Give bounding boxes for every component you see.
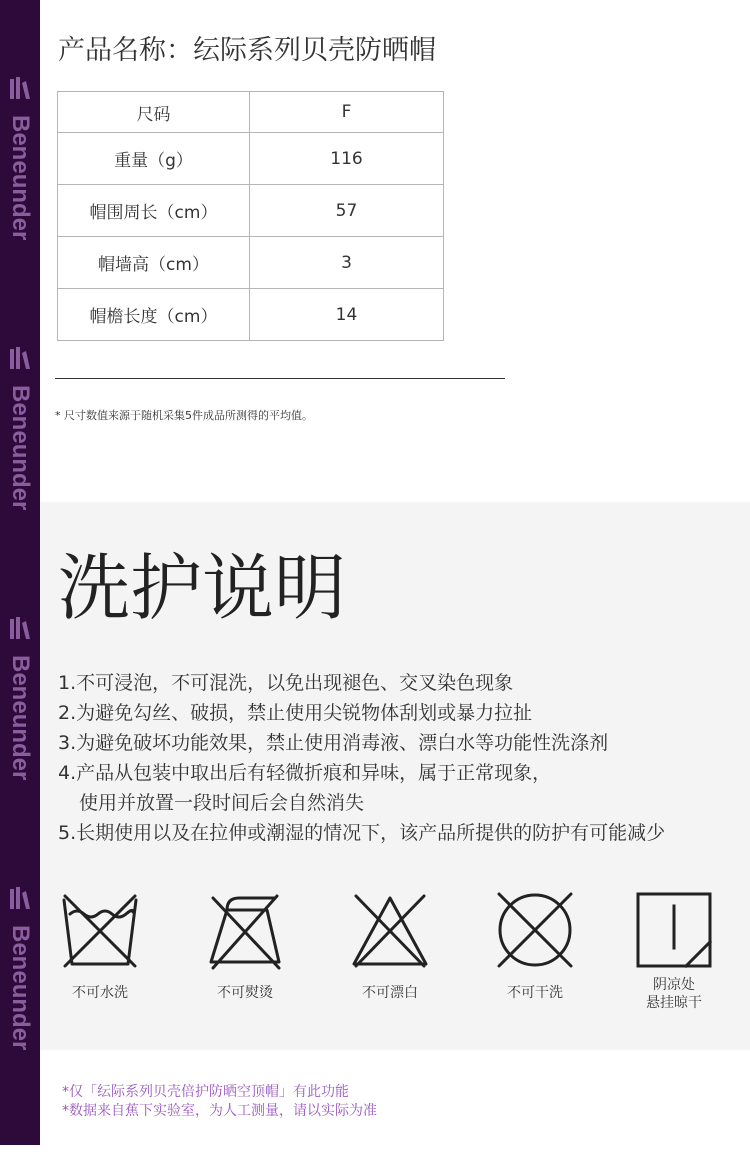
table-row (58, 289, 444, 341)
brand-text: Beneunder (7, 655, 34, 781)
table-cell-label: 重量（g） (58, 133, 250, 185)
instruction-item: 1.不可浸泡，不可混洗，以免出现褪色、交叉染色现象 (58, 672, 514, 694)
brand-text: Beneunder (7, 385, 34, 511)
no-bleach-icon (350, 888, 430, 972)
care-symbol-label: 不可熨烫 (217, 985, 273, 1001)
table-row (58, 185, 444, 237)
brand-unit (0, 0, 40, 75)
table-cell-label: 尺码 (58, 92, 250, 133)
care-symbol-label: 不可干洗 (507, 985, 563, 1001)
table-cell-value: 116 (250, 133, 444, 185)
table-row (58, 133, 444, 185)
table-cell-value: 57 (250, 185, 444, 237)
care-symbol-label-line: 悬挂晾干 (646, 995, 702, 1011)
care-symbol-label-line: 阴凉处 (653, 977, 695, 993)
table-cell-label: 帽檐长度（cm） (58, 289, 250, 341)
no-dryclean-icon (495, 888, 575, 972)
section-divider (55, 378, 505, 379)
bottom-note: *数据来自蕉下实验室，为人工测量，请以实际为准 (62, 1103, 377, 1119)
care-symbol-label: 不可漂白 (362, 985, 418, 1001)
instruction-item: 5.长期使用以及在拉伸或潮湿的情况下，该产品所提供的防护有可能减少 (58, 822, 666, 844)
bottom-note: *仅「纭际系列贝壳倍护防晒空顶帽」有此功能 (62, 1084, 349, 1100)
brand-logo-icon (9, 345, 31, 373)
brand-unit (0, 75, 40, 345)
instruction-item: 3.为避免破坏功能效果，禁止使用消毒液、漂白水等功能性洗涤剂 (58, 732, 609, 754)
brand-sidebar (0, 0, 40, 1145)
brand-logo-icon (9, 885, 31, 913)
instruction-item: 2.为避免勾丝、破损，禁止使用尖锐物体刮划或暴力拉扯 (58, 702, 533, 724)
brand-unit (0, 885, 40, 1155)
brand-logo-icon (9, 75, 31, 103)
instruction-item: 使用并放置一段时间后会自然消失 (79, 792, 365, 814)
instruction-item: 4.产品从包装中取出后有轻微折痕和异味，属于正常现象， (58, 762, 552, 784)
size-footnote: * 尺寸数值来源于随机采集5件成品所测得的平均值。 (55, 409, 313, 422)
table-cell-value: 3 (250, 237, 444, 289)
table-row (58, 92, 444, 133)
brand-logo-icon (9, 615, 31, 643)
care-instructions (58, 668, 665, 848)
table-cell-value: F (250, 92, 444, 133)
brand-text: Beneunder (7, 115, 34, 241)
table-row (58, 237, 444, 289)
bottom-notes (62, 1083, 377, 1121)
no-wash-icon (60, 888, 140, 972)
shade-drip-dry-icon (634, 888, 714, 972)
table-cell-label: 帽围周长（cm） (58, 185, 250, 237)
no-iron-icon (205, 888, 285, 972)
brand-text: Beneunder (7, 925, 34, 1051)
brand-unit (0, 345, 40, 615)
size-table (57, 91, 444, 341)
care-title: 洗护说明 (58, 546, 347, 630)
table-cell-value: 14 (250, 289, 444, 341)
care-symbol-label (614, 976, 734, 1012)
table-cell-label: 帽墙高（cm） (58, 237, 250, 289)
brand-unit (0, 615, 40, 885)
care-symbol-label: 不可水洗 (72, 985, 128, 1001)
product-name: 产品名称：纭际系列贝壳防晒帽 (58, 35, 436, 66)
